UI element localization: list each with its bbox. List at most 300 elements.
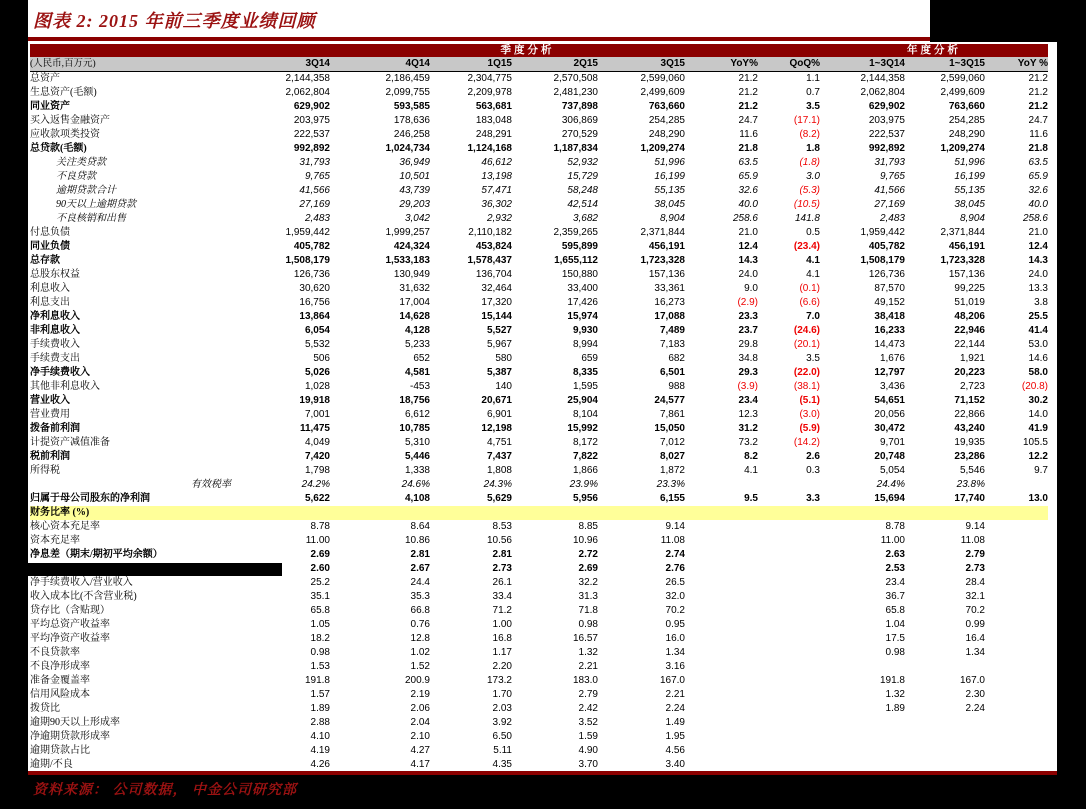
table-row bbox=[30, 450, 1048, 464]
col-header-3q15: 3Q15 bbox=[598, 57, 685, 72]
cell: 203,975 bbox=[868, 115, 905, 126]
cell: 26.1 bbox=[492, 577, 512, 588]
cell: 3,682 bbox=[572, 213, 598, 224]
table-row bbox=[30, 646, 1048, 660]
cell: 2.73 bbox=[965, 563, 985, 574]
cell bbox=[758, 604, 820, 618]
cell bbox=[985, 646, 1048, 660]
table-row bbox=[30, 114, 1048, 128]
cell: 6,501 bbox=[659, 367, 685, 378]
row-label: 贷存比（含贴现） bbox=[30, 605, 110, 616]
cell: 2.63 bbox=[885, 549, 905, 560]
cell: 456,191 bbox=[648, 241, 685, 252]
annual-analysis-header: 年度分析 bbox=[907, 45, 961, 56]
cell: 2,371,844 bbox=[940, 227, 985, 238]
cell: 2.21 bbox=[665, 689, 685, 700]
col-header-qoq: QoQ% bbox=[758, 57, 820, 72]
cell: 1.04 bbox=[885, 619, 905, 630]
cell: 4.1 bbox=[744, 465, 758, 476]
cell: 11.00 bbox=[305, 535, 330, 546]
cell: 2.81 bbox=[410, 549, 430, 560]
row-label: 买入返售金融资产 bbox=[30, 115, 110, 126]
cell: 4.17 bbox=[410, 759, 430, 770]
cell: 2.53 bbox=[885, 563, 905, 574]
row-label: 逾期贷款合计 bbox=[56, 185, 116, 196]
table-row bbox=[30, 100, 1048, 114]
table-row bbox=[30, 380, 1048, 394]
cell: 12,797 bbox=[874, 367, 905, 378]
cell: 5,622 bbox=[304, 493, 330, 504]
cell: 21.2 bbox=[1028, 87, 1048, 98]
cell: 1.34 bbox=[965, 647, 985, 658]
row-label: 总资产 bbox=[30, 73, 60, 84]
cell: (23.4) bbox=[793, 241, 820, 252]
cell: (1.8) bbox=[799, 157, 820, 168]
cell: 2.06 bbox=[410, 703, 430, 714]
cell: 13.3 bbox=[1028, 283, 1048, 294]
cell: 15,050 bbox=[654, 423, 685, 434]
cell: 23.4 bbox=[738, 395, 758, 406]
cell: 1.52 bbox=[410, 661, 430, 672]
cell bbox=[985, 674, 1048, 688]
cell: 7.0 bbox=[806, 311, 820, 322]
cell: 1,798 bbox=[304, 465, 330, 476]
row-label: 营业收入 bbox=[30, 395, 70, 406]
cell: 1,508,179 bbox=[285, 255, 330, 266]
cell: 2,499,609 bbox=[640, 87, 685, 98]
table-row bbox=[30, 688, 1048, 702]
cell: 167.0 bbox=[659, 675, 685, 686]
cell bbox=[985, 688, 1048, 702]
cell bbox=[685, 758, 758, 772]
table-row bbox=[30, 478, 1048, 492]
cell: 38,045 bbox=[654, 199, 685, 210]
row-label: 利息支出 bbox=[30, 297, 70, 308]
cell: (20.8) bbox=[1021, 381, 1048, 392]
cell: 2.42 bbox=[578, 703, 598, 714]
cell: 5,967 bbox=[486, 339, 512, 350]
cell: (0.1) bbox=[799, 283, 820, 294]
cell: 55,135 bbox=[654, 185, 685, 196]
cell: 1,508,179 bbox=[860, 255, 905, 266]
cell: 14,628 bbox=[399, 311, 430, 322]
cell: 7,437 bbox=[486, 451, 512, 462]
cell: 7,489 bbox=[659, 325, 685, 336]
row-label: 总存款 bbox=[30, 255, 60, 266]
cell: 38,045 bbox=[954, 199, 985, 210]
cell: 7,861 bbox=[659, 409, 685, 420]
cell bbox=[985, 576, 1048, 590]
cell: 40.0 bbox=[1028, 199, 1048, 210]
cell: 2.72 bbox=[578, 549, 598, 560]
cell: 36.7 bbox=[885, 591, 905, 602]
cell: 10.96 bbox=[572, 535, 598, 546]
cell: 191.8 bbox=[879, 675, 905, 686]
cell: 0.3 bbox=[806, 465, 820, 476]
cell bbox=[685, 506, 758, 520]
cell: 2,371,844 bbox=[640, 227, 685, 238]
cell bbox=[985, 548, 1048, 562]
cell bbox=[985, 506, 1048, 520]
cell: 14.3 bbox=[738, 255, 758, 266]
row-label: 有效税率 bbox=[191, 479, 231, 490]
cell: 63.5 bbox=[738, 157, 758, 168]
cell bbox=[758, 660, 820, 674]
cell: 65.9 bbox=[1028, 171, 1048, 182]
row-label: 资本充足率 bbox=[30, 535, 80, 546]
cell: 306,869 bbox=[561, 115, 598, 126]
cell: 3,042 bbox=[404, 213, 430, 224]
cell bbox=[685, 688, 758, 702]
cell: 0.98 bbox=[310, 647, 330, 658]
cell: 2.60 bbox=[310, 563, 330, 574]
cell: 254,285 bbox=[948, 115, 985, 126]
cell: 22,946 bbox=[954, 325, 985, 336]
cell: 21.2 bbox=[738, 87, 758, 98]
cell: 1,024,734 bbox=[385, 143, 430, 154]
cell: (38.1) bbox=[793, 381, 820, 392]
cell: 48,206 bbox=[954, 311, 985, 322]
cell: 5,446 bbox=[404, 451, 430, 462]
table-row bbox=[30, 352, 1048, 366]
cell: 200.9 bbox=[404, 675, 430, 686]
cell: 5,546 bbox=[959, 465, 985, 476]
unit-label: (人民币,百万元) bbox=[30, 57, 235, 72]
cell: 4.27 bbox=[410, 745, 430, 756]
cell: 5,629 bbox=[486, 493, 512, 504]
cell: 1.57 bbox=[310, 689, 330, 700]
cell: 1,866 bbox=[572, 465, 598, 476]
cell: 2,304,775 bbox=[467, 73, 512, 84]
table-row bbox=[30, 716, 1048, 730]
cell bbox=[685, 702, 758, 716]
cell: 17,320 bbox=[481, 297, 512, 308]
cell: 17,740 bbox=[954, 493, 985, 504]
cell: 20,748 bbox=[874, 451, 905, 462]
cell: 167.0 bbox=[959, 675, 985, 686]
cell: 16,756 bbox=[299, 297, 330, 308]
cell: 35.3 bbox=[410, 591, 430, 602]
cell: 11.6 bbox=[739, 129, 758, 140]
row-label: 手续费支出 bbox=[30, 353, 80, 364]
row-label: 营业费用 bbox=[30, 409, 70, 420]
table-row bbox=[30, 590, 1048, 604]
cell bbox=[758, 674, 820, 688]
cell: 246,258 bbox=[393, 129, 430, 140]
cell: 24.6% bbox=[401, 479, 430, 490]
cell bbox=[685, 716, 758, 730]
cell: 8.2 bbox=[744, 451, 758, 462]
cell: 36,949 bbox=[399, 157, 430, 168]
cell: 23.8% bbox=[956, 479, 985, 490]
cell bbox=[685, 646, 758, 660]
cell bbox=[758, 632, 820, 646]
group-header-band bbox=[30, 44, 1048, 57]
table-row bbox=[30, 464, 1048, 478]
cell: 57,471 bbox=[481, 185, 512, 196]
cell: 0.99 bbox=[965, 619, 985, 630]
col-header-4q14: 4Q14 bbox=[330, 57, 430, 72]
row-label: 核心资本充足率 bbox=[30, 521, 100, 532]
cell: 12.8 bbox=[410, 633, 430, 644]
row-label: 其他非利息收入 bbox=[30, 381, 100, 392]
cell: 51,996 bbox=[654, 157, 685, 168]
cell: 32.6 bbox=[1028, 185, 1048, 196]
row-label: 信用风险成本 bbox=[30, 689, 90, 700]
cell: 31,793 bbox=[299, 157, 330, 168]
row-label: 不良贷款 bbox=[56, 171, 96, 182]
cell: 4,128 bbox=[404, 325, 430, 336]
cell: 6,054 bbox=[304, 325, 330, 336]
cell: 38,418 bbox=[874, 311, 905, 322]
cell: 4.1 bbox=[806, 255, 820, 266]
cell: 29,203 bbox=[399, 199, 430, 210]
cell: 1,533,183 bbox=[385, 255, 430, 266]
table-row bbox=[30, 170, 1048, 184]
cell: 8,994 bbox=[572, 339, 598, 350]
cell bbox=[758, 646, 820, 660]
cell: 1,959,442 bbox=[860, 227, 905, 238]
cell: 26.5 bbox=[665, 577, 685, 588]
cell: 2,599,060 bbox=[940, 73, 985, 84]
cell: 63.5 bbox=[1028, 157, 1048, 168]
cell: 405,782 bbox=[293, 241, 330, 252]
cell: 15,992 bbox=[567, 423, 598, 434]
cell bbox=[905, 744, 985, 758]
cell: 20,223 bbox=[954, 367, 985, 378]
col-header-1-3q14: 1~3Q14 bbox=[820, 57, 905, 72]
cell bbox=[685, 674, 758, 688]
cell bbox=[758, 590, 820, 604]
cell: 258.6 bbox=[732, 213, 758, 224]
cell: 22,866 bbox=[954, 409, 985, 420]
cell: 1,999,257 bbox=[385, 227, 430, 238]
row-label: 利息收入 bbox=[30, 283, 70, 294]
cell: 2.21 bbox=[578, 661, 598, 672]
cell bbox=[598, 506, 685, 520]
row-label: 逾期贷款占比 bbox=[30, 745, 90, 756]
cell: 5,956 bbox=[572, 493, 598, 504]
table-row bbox=[30, 282, 1048, 296]
cell: 5,527 bbox=[486, 325, 512, 336]
cell: 25.5 bbox=[1028, 311, 1048, 322]
cell: 1,338 bbox=[404, 465, 430, 476]
cell: 1.53 bbox=[310, 661, 330, 672]
cell: 8.85 bbox=[578, 521, 598, 532]
cell: 2.69 bbox=[578, 563, 598, 574]
cell: 8,335 bbox=[572, 367, 598, 378]
cell: 9,765 bbox=[304, 171, 330, 182]
cell: (3.0) bbox=[799, 409, 820, 420]
cell: 1.32 bbox=[578, 647, 598, 658]
cell: 16.4 bbox=[965, 633, 985, 644]
cell: 9,930 bbox=[572, 325, 598, 336]
table-row bbox=[30, 212, 1048, 226]
cell: 4,049 bbox=[304, 437, 330, 448]
table-row bbox=[30, 758, 1048, 772]
cell bbox=[758, 534, 820, 548]
cell: 29.3 bbox=[738, 367, 758, 378]
row-label: 不良贷款率 bbox=[30, 647, 80, 658]
cell bbox=[820, 716, 905, 730]
cell: 8,027 bbox=[659, 451, 685, 462]
cell: 15,729 bbox=[567, 171, 598, 182]
cell: 992,892 bbox=[293, 143, 330, 154]
cell: 3.0 bbox=[806, 171, 820, 182]
cell: 43,240 bbox=[954, 423, 985, 434]
cell: 2,570,508 bbox=[553, 73, 598, 84]
cell: 33,361 bbox=[654, 283, 685, 294]
cell bbox=[985, 716, 1048, 730]
cell bbox=[235, 506, 330, 520]
cell: 24.7 bbox=[1028, 115, 1048, 126]
cell: 73.2 bbox=[738, 437, 758, 448]
cell: 456,191 bbox=[948, 241, 985, 252]
row-label: 平均净资产收益率 bbox=[30, 633, 110, 644]
cell: 23.3 bbox=[738, 311, 758, 322]
cell: 4.90 bbox=[578, 745, 598, 756]
cell: 19,918 bbox=[299, 395, 330, 406]
cell: 23.7 bbox=[738, 325, 758, 336]
cell bbox=[985, 702, 1048, 716]
table-row bbox=[30, 548, 1048, 562]
cell: 24.0 bbox=[738, 269, 758, 280]
cell: 25,904 bbox=[567, 395, 598, 406]
cell: 4.35 bbox=[492, 759, 512, 770]
figure-title: 图表 2: 2015 年前三季度业绩回顾 bbox=[33, 11, 316, 31]
row-label: 拨贷比 bbox=[30, 703, 60, 714]
table-row bbox=[30, 632, 1048, 646]
cell: 629,902 bbox=[293, 101, 330, 112]
cell: 24.3% bbox=[483, 479, 512, 490]
cell: 18.2 bbox=[310, 633, 330, 644]
cell: 31,793 bbox=[874, 157, 905, 168]
row-label: 税前利润 bbox=[30, 451, 70, 462]
row-label: 收入成本比(不含营业税) bbox=[30, 591, 137, 602]
cell: (24.6) bbox=[793, 325, 820, 336]
cell: 2.88 bbox=[310, 717, 330, 728]
row-label: 生息资产(毛额) bbox=[30, 87, 97, 98]
cell bbox=[758, 548, 820, 562]
cell bbox=[330, 506, 430, 520]
cell: 25.2 bbox=[310, 577, 330, 588]
cell: 0.76 bbox=[410, 619, 430, 630]
cell: 1,209,274 bbox=[640, 143, 685, 154]
table-row bbox=[30, 310, 1048, 324]
cell: 2.79 bbox=[965, 549, 985, 560]
cell bbox=[685, 576, 758, 590]
cell: 23.3% bbox=[656, 479, 685, 490]
cell: 9.5 bbox=[744, 493, 758, 504]
cell: 7,012 bbox=[659, 437, 685, 448]
row-label: 非利息收入 bbox=[30, 325, 80, 336]
cell: (2.9) bbox=[737, 297, 758, 308]
cell: 2.10 bbox=[410, 731, 430, 742]
row-label: 逾期90天以上形成率 bbox=[30, 717, 120, 728]
cell: 1,187,834 bbox=[553, 143, 598, 154]
cell: 32,464 bbox=[481, 283, 512, 294]
cell: 3.8 bbox=[1034, 297, 1048, 308]
row-label: 应收款项类投资 bbox=[30, 129, 100, 140]
cell bbox=[905, 506, 985, 520]
cell: 1.05 bbox=[310, 619, 330, 630]
row-label: 不良净形成率 bbox=[30, 661, 90, 672]
cell: 2.20 bbox=[492, 661, 512, 672]
table-row bbox=[30, 604, 1048, 618]
table-row bbox=[30, 520, 1048, 534]
cell: 1,209,274 bbox=[940, 143, 985, 154]
table-bottom-rule bbox=[28, 771, 1057, 775]
cell: 659 bbox=[581, 353, 598, 364]
table-row bbox=[30, 254, 1048, 268]
table-row bbox=[30, 268, 1048, 282]
cell bbox=[685, 534, 758, 548]
cell: 1.70 bbox=[492, 689, 512, 700]
cell: 12,198 bbox=[481, 423, 512, 434]
cell: 424,324 bbox=[393, 241, 430, 252]
cell: (6.6) bbox=[799, 297, 820, 308]
table-row bbox=[30, 184, 1048, 198]
row-label: 计提资产减值准备 bbox=[30, 437, 110, 448]
cell: 19,935 bbox=[954, 437, 985, 448]
cell: 23.4 bbox=[885, 577, 905, 588]
cell: 5,387 bbox=[486, 367, 512, 378]
cell: 2,062,804 bbox=[285, 87, 330, 98]
row-label: 不良核销和出售 bbox=[56, 213, 126, 224]
table-row bbox=[30, 226, 1048, 240]
cell: 41.4 bbox=[1028, 325, 1048, 336]
cell: 7,822 bbox=[572, 451, 598, 462]
cell bbox=[758, 478, 820, 492]
cell bbox=[985, 534, 1048, 548]
cell: 763,660 bbox=[648, 101, 685, 112]
cell: 8,104 bbox=[572, 409, 598, 420]
cell: 258.6 bbox=[1022, 213, 1048, 224]
cell: 6,901 bbox=[486, 409, 512, 420]
cell: 6.50 bbox=[492, 731, 512, 742]
cell: 3.40 bbox=[665, 759, 685, 770]
table-row bbox=[30, 422, 1048, 436]
cell: 9.0 bbox=[744, 283, 758, 294]
cell bbox=[820, 744, 905, 758]
cell: 737,898 bbox=[561, 101, 598, 112]
cell: 66.8 bbox=[410, 605, 430, 616]
cell: -453 bbox=[409, 381, 430, 392]
cell: 0.5 bbox=[806, 227, 820, 238]
cell: 652 bbox=[413, 353, 430, 364]
cell: 16.57 bbox=[572, 633, 598, 644]
cell: 2,062,804 bbox=[860, 87, 905, 98]
cell: 140 bbox=[495, 381, 512, 392]
cell: 203,975 bbox=[293, 115, 330, 126]
cell: 1.00 bbox=[492, 619, 512, 630]
cell: 2,499,609 bbox=[940, 87, 985, 98]
table-row bbox=[30, 366, 1048, 380]
cell: 1.59 bbox=[578, 731, 598, 742]
cell: 36,302 bbox=[481, 199, 512, 210]
cell: 248,290 bbox=[648, 129, 685, 140]
cell: 1.49 bbox=[665, 717, 685, 728]
cell: 5,026 bbox=[304, 367, 330, 378]
cell: 2.19 bbox=[410, 689, 430, 700]
cell bbox=[758, 716, 820, 730]
cell: 2.69 bbox=[310, 549, 330, 560]
cell bbox=[685, 744, 758, 758]
cell: 2,599,060 bbox=[640, 73, 685, 84]
redaction-bar bbox=[0, 563, 282, 576]
cell: 8,904 bbox=[959, 213, 985, 224]
cell: 5,532 bbox=[304, 339, 330, 350]
